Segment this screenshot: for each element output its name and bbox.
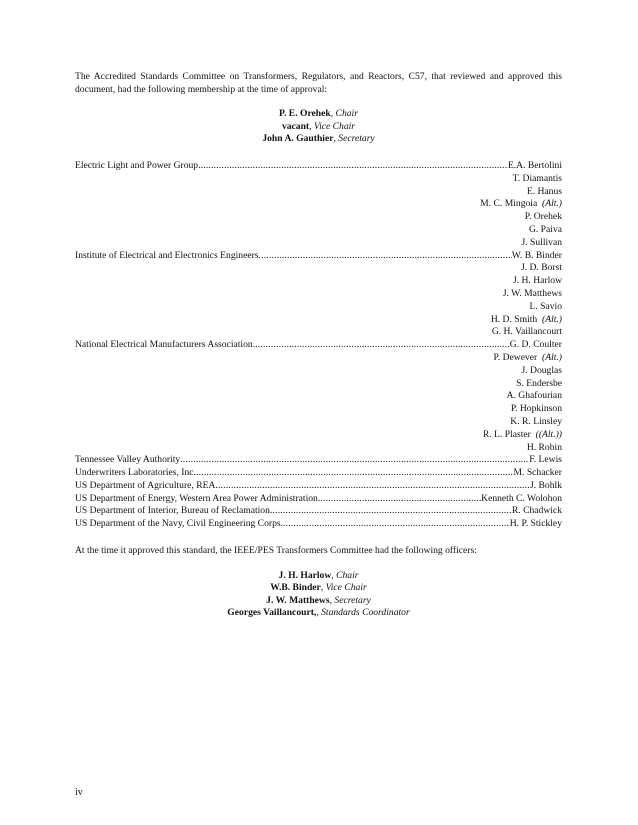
dot-leader [215, 480, 530, 493]
member-name-text: J. Douglas [521, 364, 562, 376]
member-name-text: L. Savio [529, 300, 562, 312]
member-name [521, 365, 562, 378]
organization-name: National Electrical Manufacturers Association [75, 339, 253, 351]
member-name-text: P. Dewever [493, 351, 538, 363]
member-name-text: K. R. Linsley [510, 415, 562, 427]
member-name-text: F. Lewis [529, 454, 562, 466]
member-name-text: J. H. Harlow [512, 275, 562, 287]
alternate-marker: (Alt.) [542, 313, 562, 325]
member-name-text: M. Schacker [513, 467, 562, 479]
officer-line: P. E. Orehek, Chair [279, 108, 358, 120]
member-name-text: J. Sullivan [521, 236, 562, 248]
member-row [75, 365, 562, 378]
organization-name: Tennessee Valley Authority [75, 454, 181, 466]
organization-name: Electric Light and Power Group [75, 159, 199, 171]
member-row [75, 390, 562, 403]
alternate-marker: (Alt.) [542, 198, 562, 210]
member-row [75, 442, 562, 455]
alternate-marker: (Alt.) [542, 351, 562, 363]
officer-line: J. H. Harlow, Chair [278, 569, 359, 581]
officer-role: Secretary [334, 594, 371, 606]
member-name-text: J. D. Borst [520, 262, 562, 274]
member-row [75, 262, 562, 275]
organization-name: US Department of the Navy, Civil Engineering Corps. [75, 518, 284, 530]
member-name [510, 518, 562, 531]
alternate-marker: ((Alt.)) [535, 428, 562, 440]
member-row [75, 275, 562, 288]
intro-paragraph: The Accredited Standards Committee on Transformers, Regulators, and Reactors, C57, that reviewed and approved this document, had the following membership at the time of approval: [75, 71, 562, 95]
officers-statement: At the time it approved this standard, the IEEE/PES Transformers Committee had the following officers: [75, 545, 477, 557]
member-name-text: H. Robin [526, 441, 562, 453]
member-name [492, 326, 562, 339]
member-name [481, 493, 562, 506]
member-row [75, 224, 562, 237]
dot-leader [270, 505, 512, 518]
member-name-text: P. Hopkinson [510, 403, 562, 415]
officer-name: P. E. Orehek [279, 108, 331, 120]
member-name-text: R. L. Plaster [482, 428, 531, 440]
member-name [494, 352, 562, 365]
member-row [75, 173, 562, 186]
dot-leader [196, 467, 514, 480]
dot-leader [198, 160, 508, 173]
member-row [75, 314, 562, 327]
organization-name: US Department of Energy, Western Area Power Administration [75, 492, 318, 504]
officer-line: J. W. Matthews, Secretary [266, 594, 371, 606]
member-name [529, 454, 562, 467]
member-name [525, 211, 562, 224]
officer-name: vacant [281, 120, 310, 132]
officer-role: Vice Chair [313, 120, 356, 132]
member-name-text: M. C. Mingoia [480, 198, 538, 210]
organization-name: Institute of Electrical and Electronics Engineers [75, 249, 259, 261]
member-row [75, 186, 562, 199]
member-row [75, 454, 562, 467]
transformers-committee-officers [75, 570, 562, 620]
member-row [75, 288, 562, 301]
officer-role: Chair [336, 569, 359, 581]
member-row [75, 352, 562, 365]
member-row [75, 237, 562, 250]
officer-role: Secretary [338, 133, 375, 145]
officer-line: vacant, Vice Chair [281, 120, 356, 132]
officer-name: J. W. Matthews [266, 594, 330, 606]
member-name [527, 442, 562, 455]
member-name-text: W. B. Binder [511, 249, 562, 261]
member-row [75, 403, 562, 416]
member-name [512, 250, 562, 263]
member-row [75, 301, 562, 314]
member-row [75, 518, 562, 531]
member-name-text: G. H. Vaillancourt [491, 326, 562, 338]
member-name-text: H. P. Stickley [509, 518, 562, 530]
page-number: iv [75, 787, 83, 798]
member-name-text: E. Hanus [526, 185, 562, 197]
officer-name: W.B. Binder [270, 582, 321, 594]
officer-name: Georges Vaillancourt, [227, 607, 317, 619]
member-name-text: P. Orehek [524, 211, 562, 223]
member-row [75, 250, 562, 263]
member-name [510, 416, 562, 429]
member-name [491, 314, 562, 327]
officer-name: John A. Gauthier [262, 133, 334, 145]
officer-role: Vice Chair [325, 582, 367, 594]
member-row [75, 198, 562, 211]
member-name [510, 339, 562, 352]
member-name-text: S. Endersbe [516, 377, 562, 389]
member-name [521, 262, 562, 275]
officer-line: John A. Gauthier, Secretary [262, 133, 375, 145]
officer-name: J. H. Harlow [278, 569, 332, 581]
member-name [514, 467, 562, 480]
dot-leader [253, 339, 510, 352]
member-name [507, 390, 562, 403]
member-row [75, 416, 562, 429]
member-row [75, 480, 562, 493]
committee-officers [75, 108, 562, 146]
member-name [529, 224, 562, 237]
member-name [513, 275, 562, 288]
member-row [75, 505, 562, 518]
member-name [529, 301, 562, 314]
dot-leader [283, 518, 510, 531]
dot-leader [180, 454, 529, 467]
officer-line: W.B. Binder, Vice Chair [270, 582, 367, 594]
dot-leader [259, 250, 512, 263]
member-name [483, 429, 562, 442]
organization-name: Underwriters Laboratories, Inc. [75, 467, 196, 479]
officer-line: Georges Vaillancourt,, Standards Coordinator [227, 607, 410, 619]
member-name-text: J. Bohlk [530, 479, 562, 491]
member-name [480, 198, 562, 211]
member-name-text: G. D. Coulter [509, 339, 562, 351]
member-name [527, 186, 562, 199]
member-name-text: A. Ghafourian [506, 390, 562, 402]
member-name-text: E.A. Bertolini [507, 159, 562, 171]
member-row [75, 160, 562, 173]
member-row [75, 493, 562, 506]
member-row [75, 429, 562, 442]
member-name [511, 403, 562, 416]
organization-name: US Department of Agriculture, REA [75, 479, 216, 491]
member-name [521, 237, 562, 250]
officer-role: Standards Coordinator [321, 607, 410, 619]
member-row [75, 467, 562, 480]
member-name-text: H. D. Smith [490, 313, 538, 325]
member-name-text: Kenneth C. Wolohon [481, 492, 562, 504]
member-name [503, 288, 562, 301]
member-name [512, 505, 562, 518]
member-row [75, 326, 562, 339]
organization-name: US Department of Interior, Bureau of Reclamation [75, 505, 270, 517]
member-name-text: T. Diamantis [512, 172, 562, 184]
member-name-text: R. Chadwick [511, 505, 562, 517]
member-name-text: G. Paiva [528, 223, 562, 235]
member-name [508, 160, 562, 173]
member-row [75, 378, 562, 391]
member-name [513, 173, 562, 186]
member-row [75, 211, 562, 224]
member-name [530, 480, 562, 493]
member-name [516, 378, 562, 391]
document-page [75, 71, 562, 620]
officer-role: Chair [335, 108, 358, 120]
dot-leader [318, 493, 481, 506]
membership-list [75, 160, 562, 531]
member-row [75, 339, 562, 352]
member-name-text: J. W. Matthews [502, 287, 562, 299]
